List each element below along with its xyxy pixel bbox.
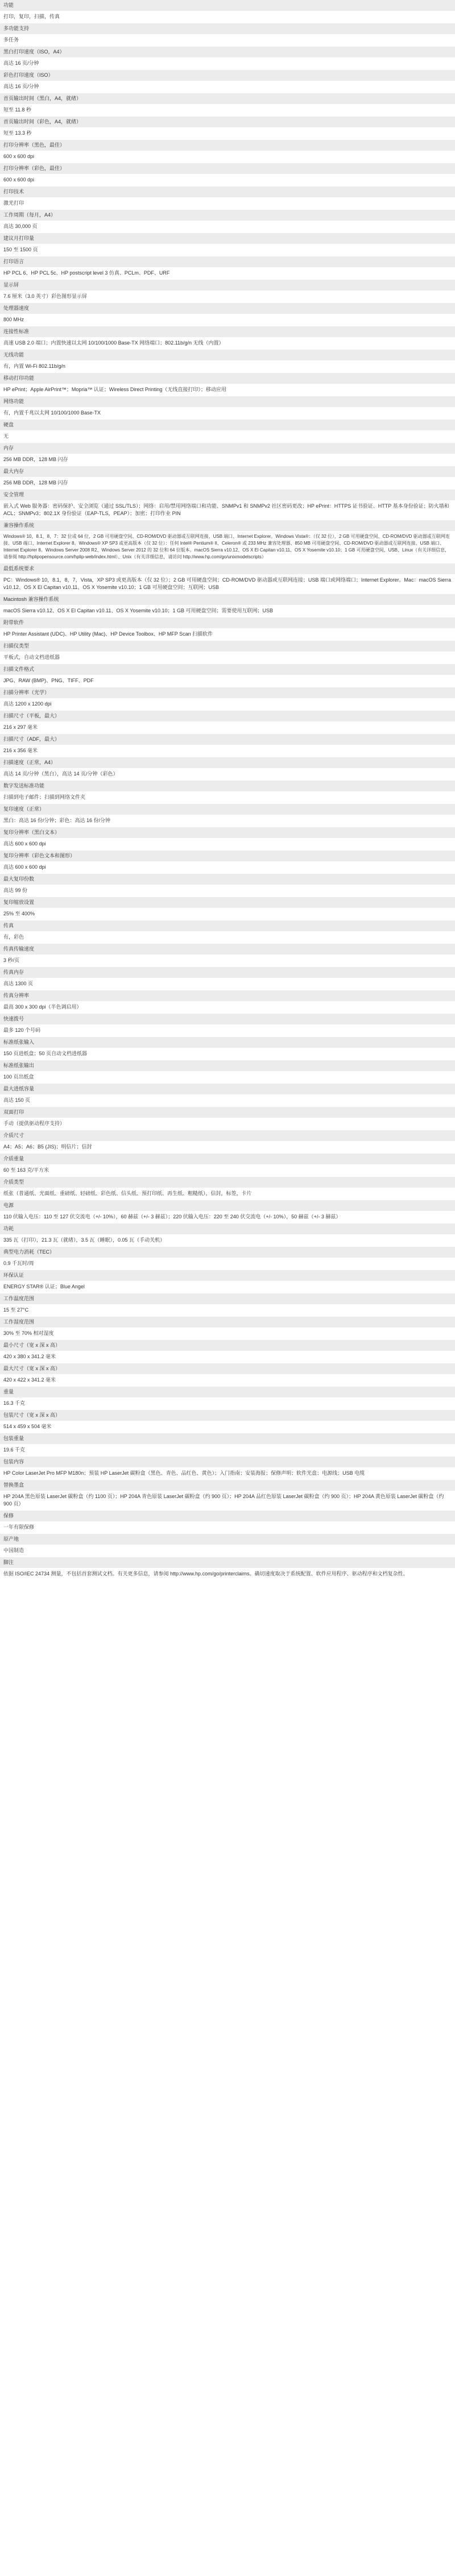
spec-value: 激光打印 bbox=[0, 197, 455, 210]
spec-row bbox=[0, 1084, 455, 1107]
spec-label: 打印分辨率（黑色，最佳） bbox=[0, 140, 455, 151]
spec-value: 最高 300 x 300 dpi（半色调启用） bbox=[0, 1001, 455, 1014]
spec-row bbox=[0, 1534, 455, 1557]
spec-label: 介质重量 bbox=[0, 1154, 455, 1164]
spec-row bbox=[0, 23, 455, 47]
spec-label: 连接性标准 bbox=[0, 326, 455, 337]
spec-row bbox=[0, 373, 455, 396]
spec-row bbox=[0, 1480, 455, 1511]
spec-row bbox=[0, 420, 455, 443]
spec-row bbox=[0, 1200, 455, 1223]
spec-value: 高达 600 x 600 dpi bbox=[0, 861, 455, 874]
spec-value: JPG、RAW (BMP)、PNG、TIFF、PDF bbox=[0, 675, 455, 687]
spec-row bbox=[0, 594, 455, 617]
spec-value: 一年有限保修 bbox=[0, 1521, 455, 1534]
spec-value: 3 秒/页 bbox=[0, 955, 455, 967]
spec-value: 有，彩色 bbox=[0, 931, 455, 944]
spec-label: 扫描尺寸（平板，最大） bbox=[0, 711, 455, 721]
spec-label: 扫描仪类型 bbox=[0, 641, 455, 652]
spec-value: 150 至 1500 页 bbox=[0, 244, 455, 256]
spec-value: 无 bbox=[0, 430, 455, 443]
spec-label: 包装内容 bbox=[0, 1457, 455, 1467]
spec-label: 打印分辨率（彩色，最佳） bbox=[0, 163, 455, 174]
spec-label: 快速拨号 bbox=[0, 1014, 455, 1024]
spec-row bbox=[0, 1557, 455, 1581]
spec-row bbox=[0, 520, 455, 563]
spec-value: 高达 150 页 bbox=[0, 1094, 455, 1107]
spec-value: 有，内置千兆以太网 10/100/1000 Base-TX bbox=[0, 407, 455, 420]
spec-label: 最小尺寸（宽 x 深 x 高） bbox=[0, 1340, 455, 1351]
spec-label: 硬盘 bbox=[0, 420, 455, 430]
spec-row bbox=[0, 117, 455, 140]
spec-label: 环保认证 bbox=[0, 1270, 455, 1281]
spec-label: 替换墨盒 bbox=[0, 1480, 455, 1491]
spec-value: HP 204A 黑色原装 LaserJet 碳粉盒（约 1100 页）；HP 204A 青色原装 LaserJet 碳粉盒（约 900 页）；HP 204A 品红色原装 LaserJet 碳粉盒（约 900 页）；HP 204A 黄色原装 LaserJet 碳粉盒（约 900 页） bbox=[0, 1491, 455, 1511]
spec-label: 双面打印 bbox=[0, 1107, 455, 1118]
spec-label: 复印分辨率（彩色文本和图形） bbox=[0, 851, 455, 861]
spec-value: HP ePrint；Apple AirPrint™；Mopria™ 认证；Wireless Direct Printing（无线直接打印）；移动应用 bbox=[0, 384, 455, 396]
spec-value: A4；A5；A6；B5 (JIS)；明信片；信封 bbox=[0, 1141, 455, 1154]
spec-row bbox=[0, 280, 455, 303]
spec-row bbox=[0, 1293, 455, 1317]
spec-row bbox=[0, 0, 455, 23]
spec-label: Macintosh 兼容操作系统 bbox=[0, 594, 455, 605]
spec-label: 脚注 bbox=[0, 1557, 455, 1568]
spec-row bbox=[0, 1014, 455, 1037]
spec-label: 保修 bbox=[0, 1511, 455, 1521]
spec-label: 网络功能 bbox=[0, 396, 455, 407]
spec-value: 150 页进纸盒；50 页自动文档进纸器 bbox=[0, 1048, 455, 1060]
spec-row bbox=[0, 1363, 455, 1387]
spec-row bbox=[0, 851, 455, 874]
spec-value: ENERGY STAR® 认证；Blue Angel bbox=[0, 1281, 455, 1293]
spec-label: 建议月打印量 bbox=[0, 233, 455, 244]
spec-value: 15 至 27°C bbox=[0, 1304, 455, 1317]
spec-label: 移动打印功能 bbox=[0, 373, 455, 384]
spec-value: 最多 120 个号码 bbox=[0, 1024, 455, 1037]
spec-value: 高达 1200 x 1200 dpi bbox=[0, 698, 455, 711]
spec-value: 420 x 422 x 341.2 毫米 bbox=[0, 1374, 455, 1387]
spec-value: 有，内置 Wi-Fi 802.11b/g/n bbox=[0, 360, 455, 373]
spec-label: 打印技术 bbox=[0, 186, 455, 197]
spec-label: 多功能支持 bbox=[0, 23, 455, 34]
spec-row bbox=[0, 664, 455, 687]
spec-row bbox=[0, 734, 455, 757]
spec-label: 扫描尺寸（ADF，最大） bbox=[0, 734, 455, 745]
spec-row bbox=[0, 804, 455, 827]
spec-label: 工作周期（每月，A4） bbox=[0, 210, 455, 221]
spec-label: 重量 bbox=[0, 1387, 455, 1397]
spec-value: 扫描到电子邮件；扫描到网络文件夹 bbox=[0, 791, 455, 804]
spec-value: 黑白：高达 16 份/分钟；彩色：高达 16 份/分钟 bbox=[0, 815, 455, 827]
spec-row bbox=[0, 256, 455, 280]
spec-label: 传真 bbox=[0, 920, 455, 931]
spec-row bbox=[0, 1317, 455, 1340]
spec-row bbox=[0, 350, 455, 373]
spec-row bbox=[0, 1037, 455, 1060]
spec-row bbox=[0, 93, 455, 117]
spec-row bbox=[0, 1107, 455, 1130]
spec-row bbox=[0, 1433, 455, 1457]
spec-row bbox=[0, 70, 455, 93]
spec-value: PC：Windows® 10，8.1，8，7，Vista，XP SP3 或更高版本（仅 32 位）；2 GB 可用硬盘空间；CD-ROM/DVD 驱动器或互联网连接；USB 端口或网络端口；Internet Explorer。Mac：macOS Sierra v10.12、OS X El Capitan v10.11、OS X Yosemite v10.10；1 GB 可用硬盘空间；互联网；USB bbox=[0, 574, 455, 594]
spec-value: 中国制造 bbox=[0, 1545, 455, 1557]
spec-value: 0.9 千瓦时/周 bbox=[0, 1258, 455, 1270]
spec-value: 手动（提供驱动程序支持） bbox=[0, 1118, 455, 1130]
spec-value: 30% 至 70% 相对湿度 bbox=[0, 1328, 455, 1340]
spec-value: 216 x 356 毫米 bbox=[0, 745, 455, 757]
spec-value: 短至 13.3 秒 bbox=[0, 127, 455, 140]
spec-label: 原产地 bbox=[0, 1534, 455, 1545]
spec-label: 介质尺寸 bbox=[0, 1130, 455, 1141]
spec-row bbox=[0, 1387, 455, 1410]
spec-row bbox=[0, 1270, 455, 1293]
spec-value: 高达 1300 页 bbox=[0, 978, 455, 990]
spec-row bbox=[0, 944, 455, 967]
spec-value: 600 x 600 dpi bbox=[0, 174, 455, 186]
spec-label: 扫描文件格式 bbox=[0, 664, 455, 675]
spec-row bbox=[0, 687, 455, 711]
spec-label: 典型电力消耗（TEC） bbox=[0, 1247, 455, 1258]
spec-label: 包装重量 bbox=[0, 1433, 455, 1444]
spec-row bbox=[0, 897, 455, 920]
spec-row bbox=[0, 326, 455, 350]
spec-value: 16.3 千克 bbox=[0, 1397, 455, 1410]
spec-value: 平板式，自动文档进纸器 bbox=[0, 652, 455, 664]
spec-row bbox=[0, 781, 455, 804]
spec-value: 256 MB DDR，128 MB 闪存 bbox=[0, 477, 455, 490]
spec-value: 100 页出纸盒 bbox=[0, 1071, 455, 1084]
spec-row bbox=[0, 466, 455, 490]
spec-row bbox=[0, 1247, 455, 1270]
spec-value: 高速 USB 2.0 端口；内置快速以太网 10/100/1000 Base-TX 网络端口；802.11b/g/n 无线（内置） bbox=[0, 337, 455, 350]
spec-value: 110 伏输入电压：110 至 127 伏交流电（+/- 10%），60 赫兹（+/- 3 赫兹）；220 伏输入电压：220 至 240 伏交流电（+/- 10%），50 赫兹（+/- 3 赫兹） bbox=[0, 1211, 455, 1223]
spec-row bbox=[0, 920, 455, 944]
spec-row bbox=[0, 490, 455, 520]
spec-label: 打印语言 bbox=[0, 256, 455, 267]
spec-row bbox=[0, 1130, 455, 1154]
spec-label: 复印缩放设置 bbox=[0, 897, 455, 908]
spec-label: 介质类型 bbox=[0, 1177, 455, 1188]
spec-value: 高达 99 份 bbox=[0, 885, 455, 897]
spec-row bbox=[0, 233, 455, 256]
spec-label: 最大尺寸（宽 x 深 x 高） bbox=[0, 1363, 455, 1374]
spec-label: 内存 bbox=[0, 443, 455, 454]
spec-label: 标准纸张输出 bbox=[0, 1060, 455, 1071]
spec-row bbox=[0, 1060, 455, 1084]
spec-label: 工作湿度范围 bbox=[0, 1317, 455, 1328]
spec-row bbox=[0, 140, 455, 163]
spec-label: 附带软件 bbox=[0, 617, 455, 628]
spec-value: 800 MHz bbox=[0, 314, 455, 326]
spec-label: 扫描速度（正常，A4） bbox=[0, 757, 455, 768]
spec-value: HP PCL 6、HP PCL 5c、HP postscript level 3 仿真、PCLm、PDF、URF bbox=[0, 267, 455, 280]
spec-value: 纸张（普通纸、光面纸、重磅纸、轻磅纸、彩色纸、信头纸、预打印纸、再生纸、粗糙纸），信封，标签，卡片 bbox=[0, 1188, 455, 1200]
spec-row bbox=[0, 827, 455, 851]
spec-value: 高达 30,000 页 bbox=[0, 221, 455, 233]
spec-row bbox=[0, 1154, 455, 1177]
spec-value: 25% 至 400% bbox=[0, 908, 455, 920]
spec-value: 420 x 380 x 341.2 毫米 bbox=[0, 1351, 455, 1363]
spec-value: 216 x 297 毫米 bbox=[0, 721, 455, 734]
spec-row bbox=[0, 874, 455, 897]
spec-row bbox=[0, 303, 455, 326]
spec-row bbox=[0, 967, 455, 990]
spec-row bbox=[0, 1457, 455, 1480]
spec-row bbox=[0, 617, 455, 641]
spec-value: Windows® 10，8.1，8，7：32 位或 64 位，2 GB 可用硬盘空间、CD-ROM/DVD 驱动器或互联网连接、USB 端口、Internet Explorer。Windows Vista®：（仅 32 位），2 GB 可用硬盘空间、CD-ROM/DVD 驱动器或互联网连接、USB 端口、Internet Explorer 8。Windows® XP SP3 或更高版本（仅 32 位）：任何 Intel® Pentium® II、Celeron® 或 233 MHz 兼容处理器、850 MB 可用硬盘空间、CD-ROM/DVD 驱动器或互联网连接、USB 端口、Internet Explorer 8。Windows Server 2008 R2、Windows Server 2012 的 32 位和 64 位版本。macOS Sierra v10.12、OS X El Capitan v10.11、OS X Yosemite v10.10；1 GB 可用硬盘空间、USB、Linux（有关详细信息，请参阅 http://hplipopensource.com/hplip-web/index.html）、Unix（有关详细信息，请访问 http://www.hp.com/go/unixmodelscripts） bbox=[0, 531, 455, 563]
spec-row bbox=[0, 47, 455, 70]
spec-value: HP Printer Assistant (UDC)、HP Utility (Mac)、HP Device Toolbox、HP MFP Scan 扫描软件 bbox=[0, 628, 455, 641]
spec-label: 功能 bbox=[0, 0, 455, 11]
spec-value: 短至 11.8 秒 bbox=[0, 104, 455, 117]
spec-label: 处理器速度 bbox=[0, 303, 455, 314]
spec-row bbox=[0, 990, 455, 1014]
spec-label: 最低系统要求 bbox=[0, 563, 455, 574]
spec-label: 首页输出时间（黑白，A4，就绪） bbox=[0, 93, 455, 104]
spec-value: 依据 ISO/IEC 24734 测量，不包括首套测试文档。有关更多信息，请参阅 http://www.hp.com/go/printerclaims。确切速度取决于系统配置、软件应用程序、驱动程序和文档复杂性。 bbox=[0, 1568, 455, 1581]
spec-value: 高达 16 页/分钟 bbox=[0, 81, 455, 93]
spec-label: 黑白打印速度（ISO，A4） bbox=[0, 47, 455, 57]
spec-row bbox=[0, 1340, 455, 1363]
spec-label: 扫描分辨率（光学） bbox=[0, 687, 455, 698]
spec-row bbox=[0, 563, 455, 594]
spec-row bbox=[0, 186, 455, 210]
spec-row bbox=[0, 711, 455, 734]
spec-value: HP Color LaserJet Pro MFP M180n；预装 HP LaserJet 碳粉盒（黑色、青色、品红色、黄色）；入门指南；安装海报；保修声明；软件光盘；电源线；USB 电缆 bbox=[0, 1467, 455, 1480]
spec-row bbox=[0, 1410, 455, 1433]
spec-row bbox=[0, 1177, 455, 1200]
spec-value: 514 x 459 x 504 毫米 bbox=[0, 1421, 455, 1433]
spec-label: 功耗 bbox=[0, 1223, 455, 1234]
spec-value: 高达 600 x 600 dpi bbox=[0, 838, 455, 851]
spec-label: 工作温度范围 bbox=[0, 1293, 455, 1304]
spec-value: 嵌入式 Web 服务器：密码保护、安全浏览（通过 SSL/TLS）；网络：启用/禁用网络端口和功能、SNMPv1 和 SNMPv2 社区密码更改；HP ePrint：HTTPS 证书验证、HTTP 基本身份验证；防火墙和 ACL；SNMPv3；802.1X 身份验证（EAP-TLS，PEAP）；加密；打印作业 PIN bbox=[0, 500, 455, 520]
spec-label: 显示屏 bbox=[0, 280, 455, 291]
spec-row bbox=[0, 210, 455, 233]
spec-value: 19.6 千克 bbox=[0, 1444, 455, 1457]
spec-label: 传真分辨率 bbox=[0, 990, 455, 1001]
spec-value: 高达 16 页/分钟 bbox=[0, 57, 455, 70]
spec-value: 高达 14 页/分钟（黑白），高达 14 页/分钟（彩色） bbox=[0, 768, 455, 781]
spec-label: 兼容操作系统 bbox=[0, 520, 455, 531]
spec-label: 彩色打印速度（ISO） bbox=[0, 70, 455, 81]
spec-label: 最大内存 bbox=[0, 466, 455, 477]
spec-row bbox=[0, 1511, 455, 1534]
spec-value: 多任务 bbox=[0, 34, 455, 47]
spec-label: 最大复印份数 bbox=[0, 874, 455, 885]
spec-label: 无线功能 bbox=[0, 350, 455, 360]
spec-row bbox=[0, 757, 455, 781]
spec-value: 600 x 600 dpi bbox=[0, 151, 455, 163]
spec-label: 传真内存 bbox=[0, 967, 455, 978]
spec-label: 安全管理 bbox=[0, 490, 455, 500]
spec-value: 打印，复印，扫描，传真 bbox=[0, 11, 455, 23]
spec-value: 256 MB DDR，128 MB 闪存 bbox=[0, 454, 455, 466]
spec-row bbox=[0, 641, 455, 664]
spec-label: 复印分辨率（黑白文本） bbox=[0, 827, 455, 838]
spec-label: 传真传输速度 bbox=[0, 944, 455, 955]
spec-row bbox=[0, 1223, 455, 1247]
spec-value: macOS Sierra v10.12、OS X El Capitan v10.11、OS X Yosemite v10.10；1 GB 可用硬盘空间；需要使用互联网；USB bbox=[0, 605, 455, 617]
spec-label: 复印速度（正常） bbox=[0, 804, 455, 815]
spec-row bbox=[0, 396, 455, 420]
spec-label: 标准纸张输入 bbox=[0, 1037, 455, 1048]
spec-label: 首页输出时间（彩色，A4，就绪） bbox=[0, 117, 455, 127]
spec-label: 包装尺寸（宽 x 深 x 高） bbox=[0, 1410, 455, 1421]
spec-value: 335 瓦（打印），21.3 瓦（就绪），3.5 瓦（睡眠），0.05 瓦（手动关机） bbox=[0, 1234, 455, 1247]
spec-label: 数字发送标准功能 bbox=[0, 781, 455, 791]
spec-label: 最大进纸容量 bbox=[0, 1084, 455, 1094]
spec-row bbox=[0, 443, 455, 466]
spec-row bbox=[0, 163, 455, 186]
spec-value: 7.6 厘米（3.0 英寸）彩色图形显示屏 bbox=[0, 291, 455, 303]
spec-value: 60 至 163 克/平方米 bbox=[0, 1164, 455, 1177]
spec-label: 电源 bbox=[0, 1200, 455, 1211]
